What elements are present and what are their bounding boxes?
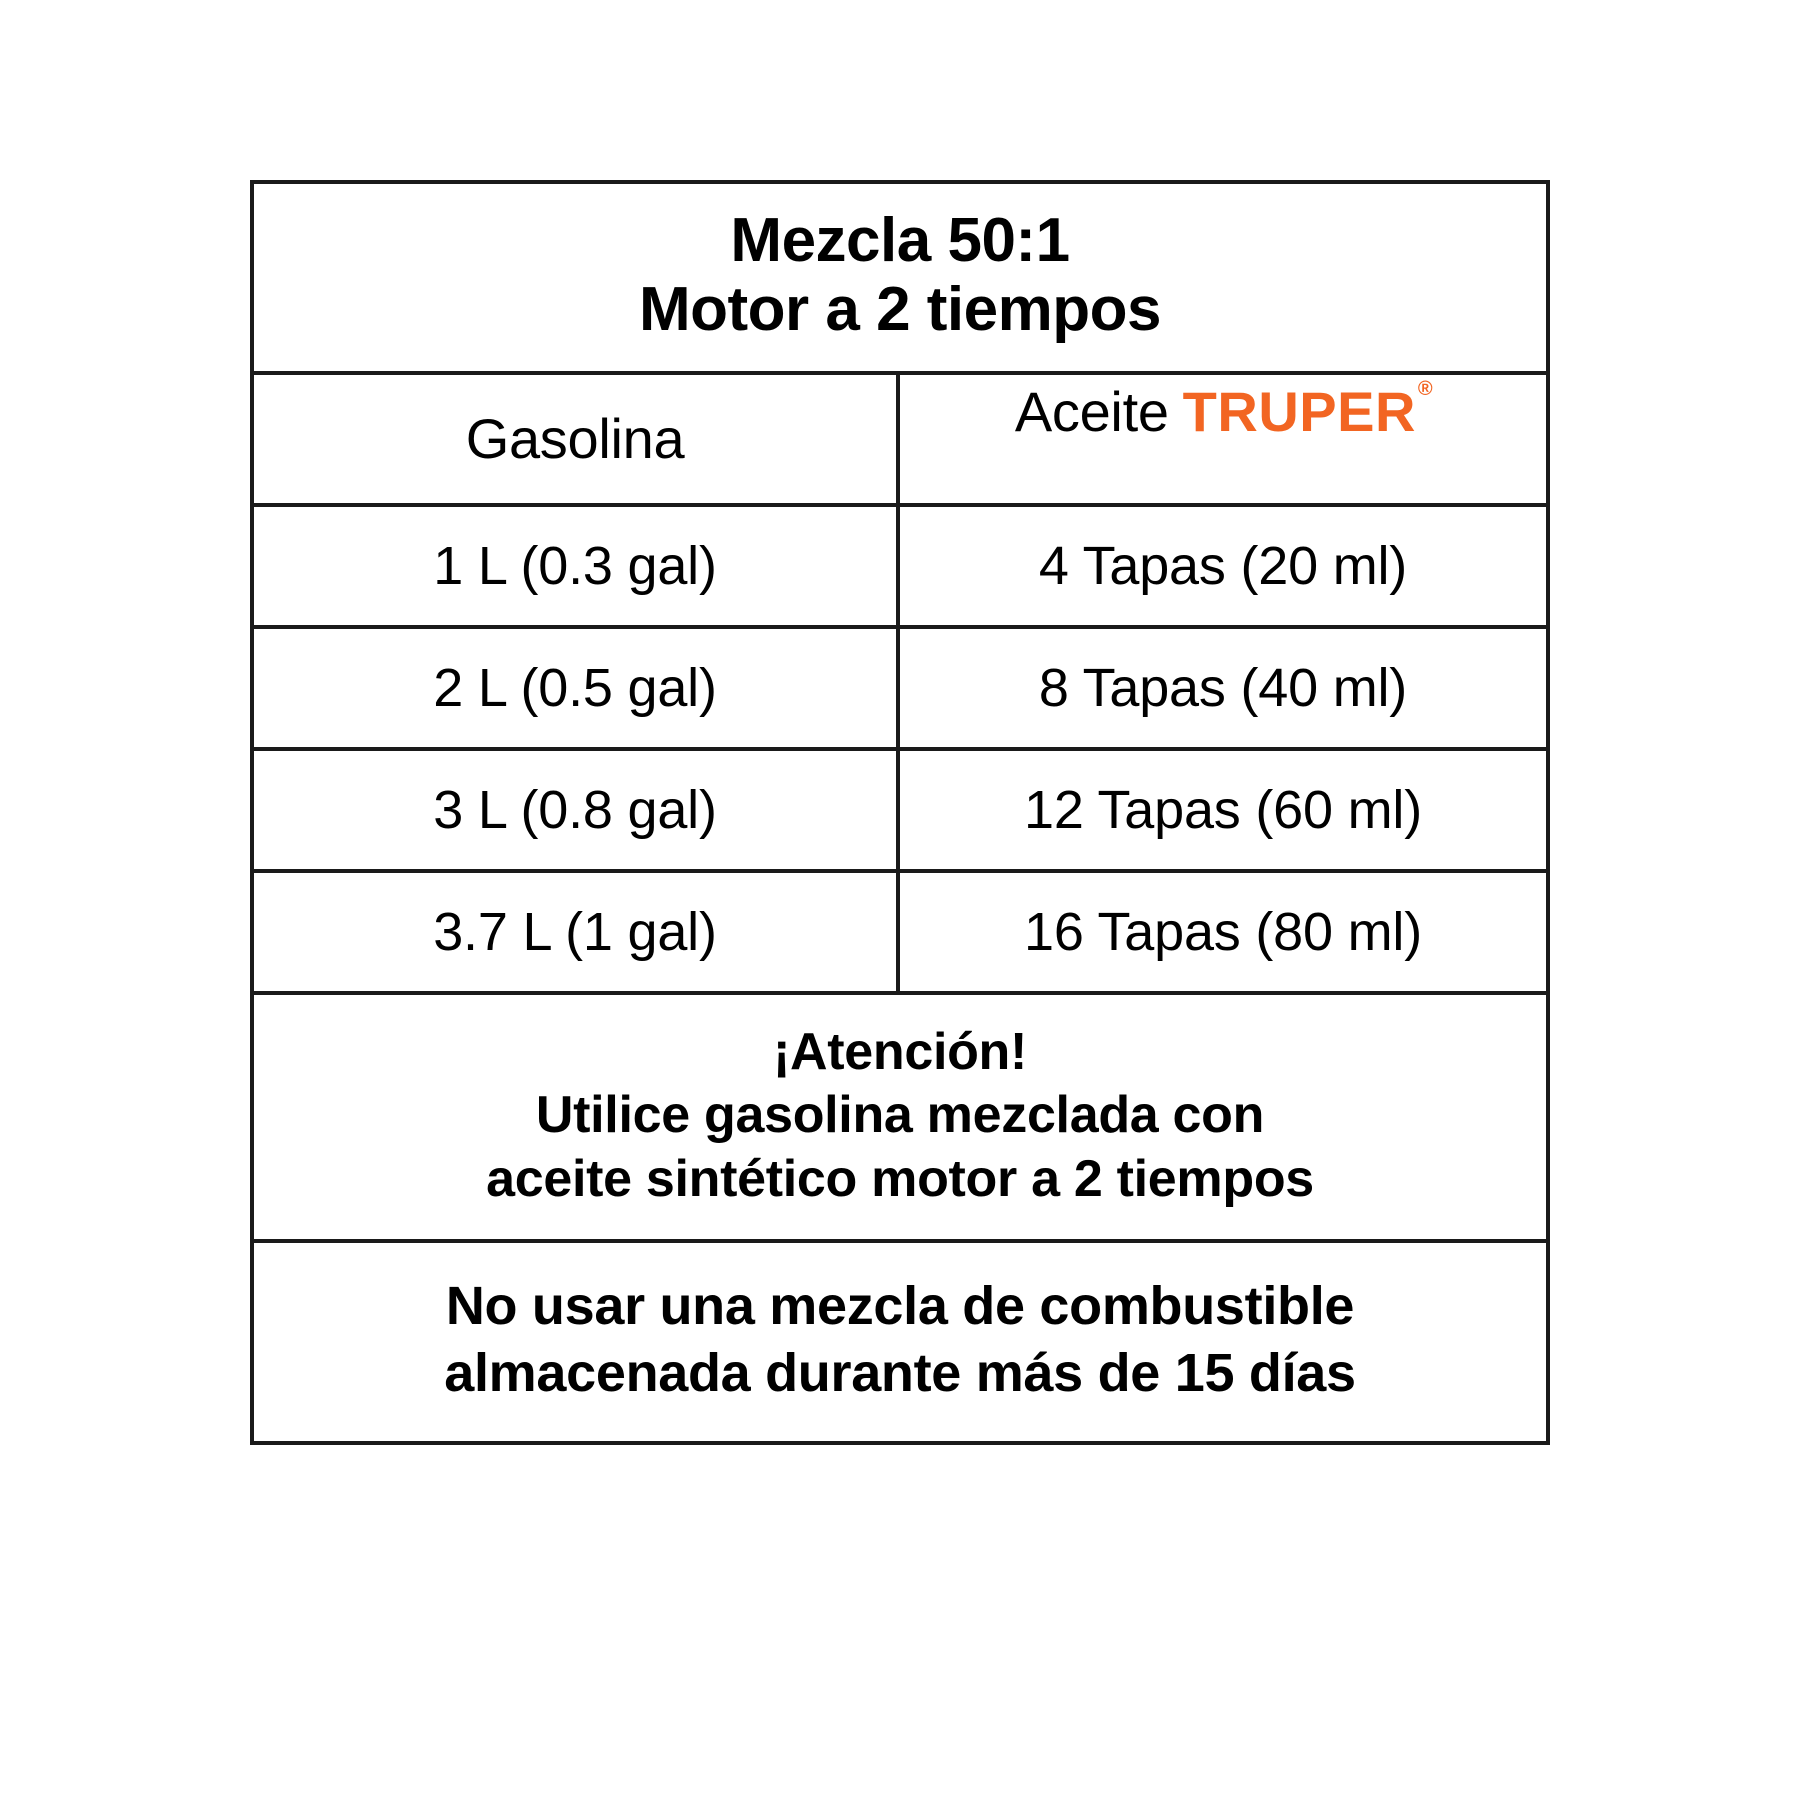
- table-row: [254, 873, 1546, 995]
- column-header-gasoline-label: Gasolina: [465, 407, 685, 471]
- cell-oil-value: 16 Tapas (80 ml): [1023, 901, 1422, 962]
- title-line-2: Motor a 2 tiempos: [638, 275, 1161, 345]
- cell-gasoline: [254, 629, 900, 747]
- cell-oil: [900, 507, 1546, 625]
- table-row: [254, 507, 1546, 629]
- column-header-oil-label: Aceite: [1014, 379, 1169, 443]
- cell-oil-value: 12 Tapas (60 ml): [1023, 779, 1422, 840]
- truper-logo-text: TRUPER: [1182, 379, 1416, 443]
- cell-oil-value: 8 Tapas (40 ml): [1038, 657, 1408, 718]
- column-header-oil: [900, 375, 1546, 503]
- cell-gasoline-value: 3 L (0.8 gal): [433, 779, 717, 840]
- cell-gasoline-value: 2 L (0.5 gal): [433, 657, 717, 718]
- cell-oil-value: 4 Tapas (20 ml): [1038, 535, 1408, 596]
- attention-line-3: aceite sintético motor a 2 tiempos: [486, 1149, 1314, 1208]
- table-row: [254, 751, 1546, 873]
- cell-gasoline: [254, 873, 900, 991]
- table-header-row: [254, 375, 1546, 507]
- attention-line-2: Utilice gasolina mezclada con: [535, 1086, 1265, 1145]
- cell-oil: [900, 751, 1546, 869]
- cell-oil: [900, 873, 1546, 991]
- registered-trademark-icon: ®: [1417, 378, 1434, 401]
- cell-gasoline: [254, 507, 900, 625]
- storage-warning-line-2: almacenada durante más de 15 días: [444, 1343, 1356, 1404]
- title-line-1: Mezcla 50:1: [730, 206, 1070, 275]
- attention-block: [254, 995, 1546, 1243]
- truper-logo: [1182, 378, 1434, 444]
- storage-warning-line-1: No usar una mezcla de combustible: [445, 1276, 1355, 1337]
- cell-gasoline: [254, 751, 900, 869]
- cell-gasoline-value: 3.7 L (1 gal): [433, 901, 717, 962]
- column-header-gasoline: [254, 375, 900, 503]
- attention-heading: ¡Atención!: [772, 1022, 1028, 1081]
- cell-gasoline-value: 1 L (0.3 gal): [433, 535, 717, 596]
- table-title-row: [254, 184, 1546, 375]
- storage-warning-block: [254, 1243, 1546, 1441]
- table-row: [254, 629, 1546, 751]
- mixture-table: [250, 180, 1550, 1445]
- cell-oil: [900, 629, 1546, 747]
